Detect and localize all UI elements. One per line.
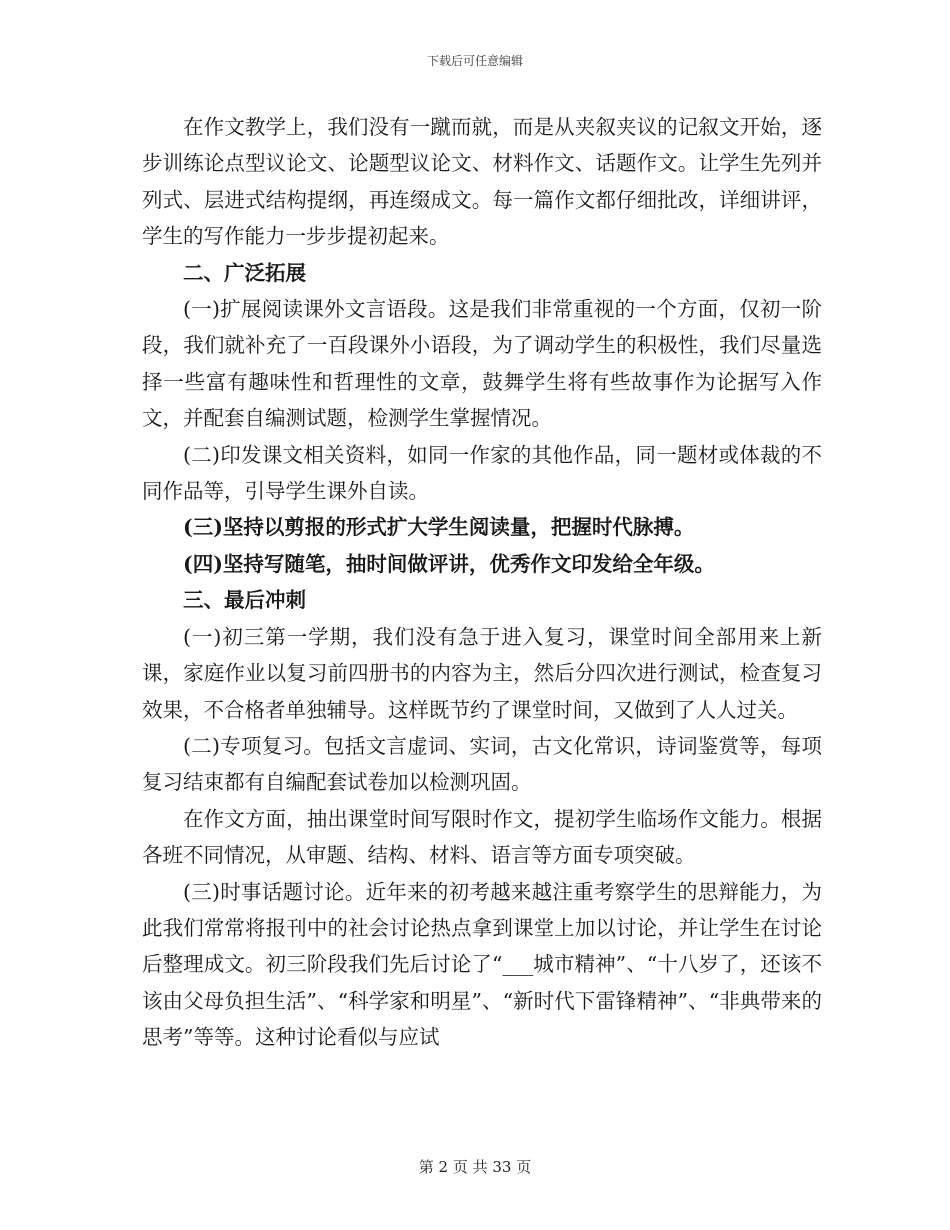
- paragraph-sprint-3: (三)时事话题讨论。近年来的初考越来越注重考察学生的思辩能力，为此我们常常将报刊中的社会讨论热点拿到课堂上加以讨论，并让学生在讨论后整理成文。初三阶段我们先后讨论了“___城市精神”、“十八岁了，还该不该由父母负担生活”、“科学家和明星”、“新时代下雷锋精神”、“非典带来的思考”等等。这种讨论看似与应试: [142, 879, 822, 1050]
- paragraph-extension-4: (四)坚持写随笔，抽时间做评讲，优秀作文印发给全年级。: [183, 551, 715, 576]
- paragraph-extension-1: (一)扩展阅读课外文言语段。这是我们非常重视的一个方面，仅初一阶段，我们就补充了一百段课外小语段，为了调动学生的积极性，我们尽量选择一些富有趣味性和哲理性的文章，鼓舞学生将有些故事作为论据写入作文，并配套自编测试题，检测学生掌握情况。: [142, 297, 822, 431]
- paragraph-extension-2: (二)印发课文相关资料，如同一作家的其他作品，同一题材或体裁的不同作品等，引导学生课外自读。: [142, 442, 822, 504]
- section-heading-2: 二、广泛拓展: [183, 260, 306, 285]
- document-body: [142, 109, 822, 1056]
- page-header: 下载后可任意编辑: [426, 54, 523, 68]
- paragraph-sprint-1: (一)初三第一学期，我们没有急于进入复习，课堂时间全部用来上新课，家庭作业以复习前四册书的内容为主，然后分四次进行测试，检查复习效果，不合格者单独辅导。这样既节约了课堂时间，又做到了人人过关。: [142, 624, 822, 722]
- paragraph-composition-practice: 在作文方面，抽出课堂时间写限时作文，提初学生临场作文能力。根据各班不同情况，从审题、结构、材料、语言等方面专项突破。: [142, 806, 822, 868]
- section-heading-3: 三、最后冲刺: [183, 588, 306, 613]
- paragraph-sprint-2: (二)专项复习。包括文言虚词、实词，古文化常识，诗词鉴赏等，每项复习结束都有自编配套试卷加以检测巩固。: [142, 733, 822, 795]
- paragraph-composition-teaching: 在作文教学上，我们没有一蹴而就，而是从夹叙夹议的记叙文开始，逐步训练论点型议论文、论题型议论文、材料作文、话题作文。让学生先列并列式、层进式结构提纲，再连缀成文。每一篇作文都仔细批改，详细讲评，学生的写作能力一步步提初起来。: [142, 115, 822, 249]
- page-footer: 第 2 页 共 33 页: [418, 1158, 532, 1176]
- paragraph-extension-3: (三)坚持以剪报的形式扩大学生阅读量，把握时代脉搏。: [183, 515, 695, 540]
